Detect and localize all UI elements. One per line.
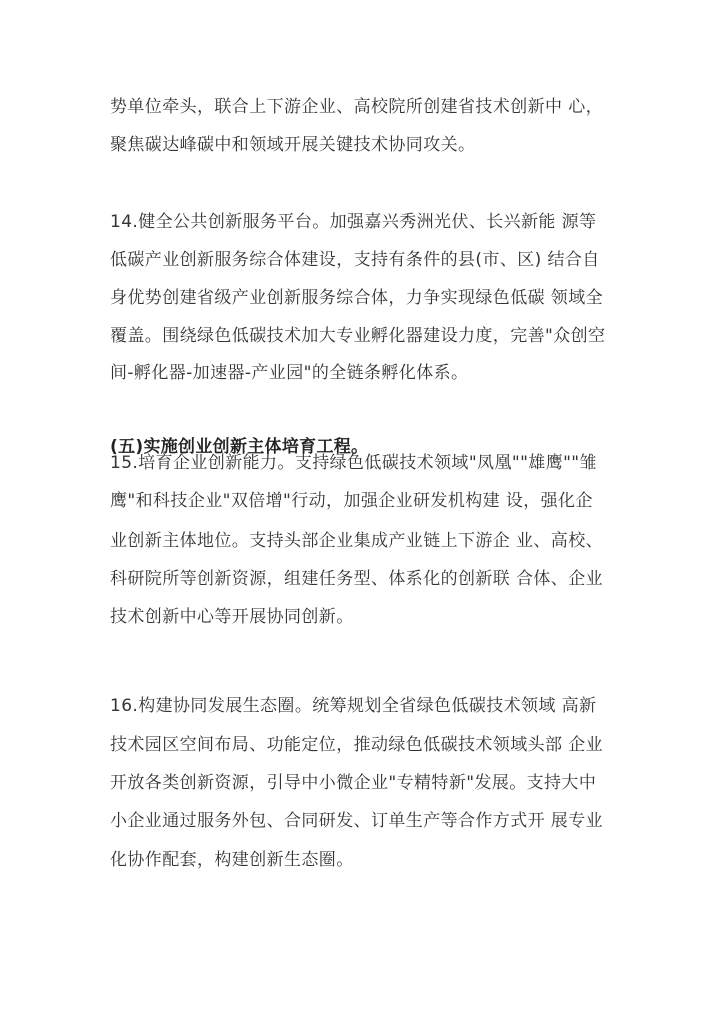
text-line: 覆盖。围绕绿色低碳技术加大专业孵化器建设力度，完善"众创空: [110, 326, 606, 346]
text-line: 身优势创建省级产业创新服务综合体，力争实现绿色低碳 领域全: [110, 288, 604, 308]
text-line: 小企业通过服务外包、合同研发、订单生产等合作方式开 展专业: [110, 811, 604, 831]
text-line: 化协作配套，构建创新生态圈。: [110, 850, 354, 870]
text-line: 业创新主体地位。支持头部企业集成产业链上下游企 业、高校、: [110, 531, 604, 551]
text-line: 间-孵化器-加速器-产业园"的全链条孵化体系。: [110, 363, 469, 383]
text-line: 技术创新中心等开展协同创新。: [110, 607, 354, 627]
text-line: 14.健全公共创新服务平台。加强嘉兴秀洲光伏、长兴新能 源等: [110, 212, 597, 232]
text-line: 势单位牵头，联合上下游企业、高校院所创建省技术创新中 心，: [110, 97, 604, 117]
text-line: 技术园区空间布局、功能定位，推动绿色低碳技术领域头部 企业: [110, 735, 604, 755]
text-line: 聚焦碳达峰碳中和领域开展关键技术协同攻关。: [110, 135, 476, 155]
section-title: (五)实施创业创新主体培育工程。: [110, 437, 369, 457]
text-line: 鹰"和科技企业"双倍增"行动，加强企业研发机构建 设，强化企: [110, 491, 593, 511]
text-line: 开放各类创新资源，引导中小微企业"专精特新"发展。支持大中: [110, 773, 597, 793]
text-line: 低碳产业创新服务综合体建设，支持有条件的县(市、区) 结合自: [110, 250, 600, 270]
text-line: 15.培育企业创新能力。支持绿色低碳技术领域"凤凰""雄鹰""雏: [110, 453, 597, 473]
text-line: 科研院所等创新资源，组建任务型、体系化的创新联 合体、企业: [110, 569, 604, 589]
text-line: 16.构建协同发展生态圈。统筹规划全省绿色低碳技术领域 高新: [110, 696, 597, 716]
